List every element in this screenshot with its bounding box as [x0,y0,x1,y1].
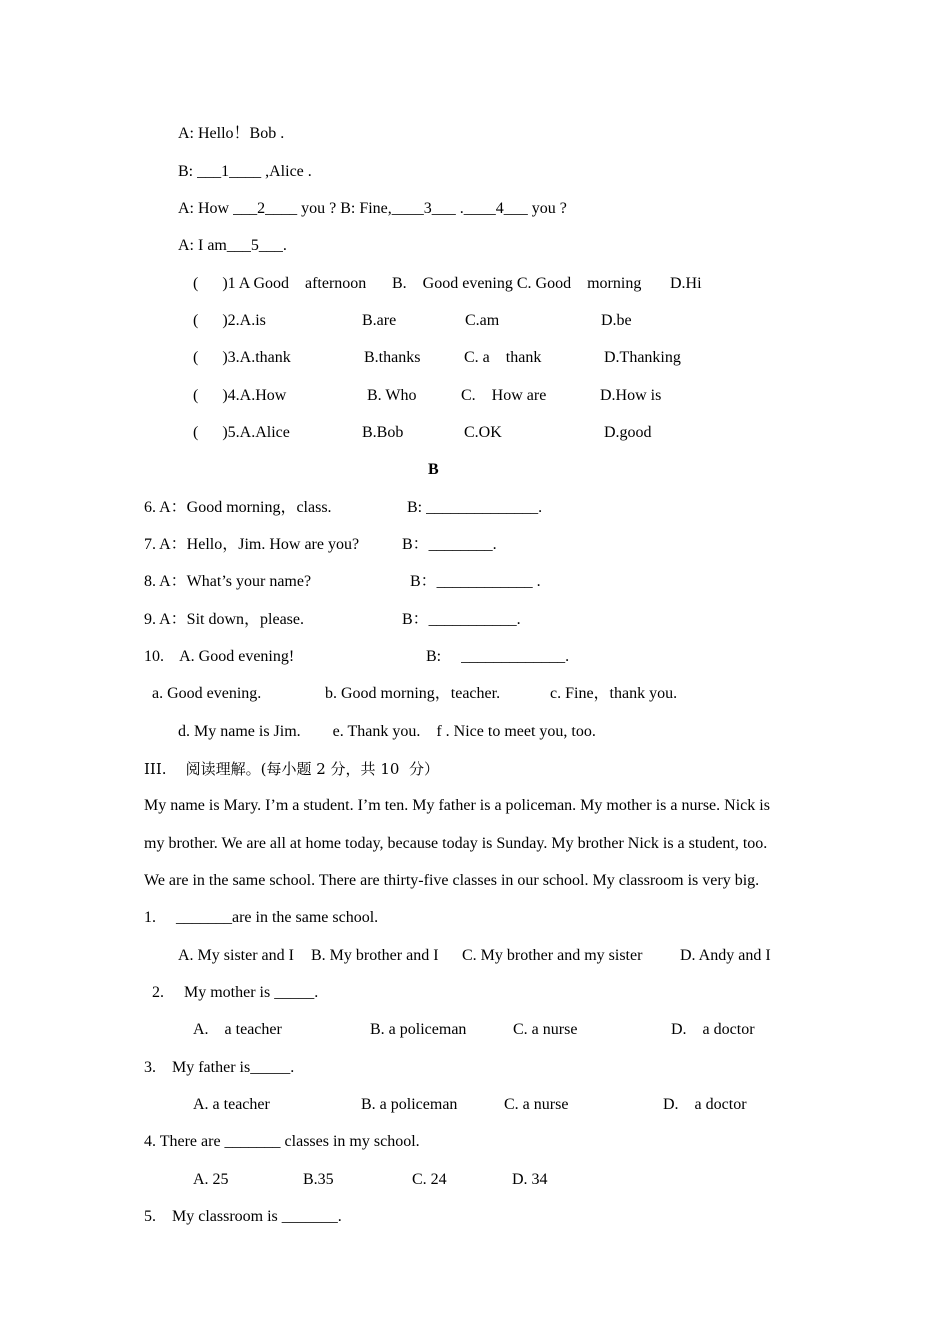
choice-1-d: D.Hi [670,275,702,292]
r3-option-a: A. a teacher [193,1096,270,1113]
choice-4-c: C. How are [461,387,547,404]
choice-3-c: C. a thank [464,349,542,366]
reading-question-3: 3. My father is_____. [144,1059,295,1076]
choice-3-d: D.Thanking [604,349,681,366]
choice-2-b: B.are [362,312,397,329]
reading-question-4: 4. There are _______ classes in my school. [144,1133,420,1150]
r3-option-d: D. a doctor [663,1096,747,1113]
r4-option-a: A. 25 [193,1171,229,1188]
answer-7: B：________. [402,536,497,553]
r4-option-b: B.35 [303,1171,334,1188]
question-9: 9. A：Sit down，please. [144,611,304,628]
choice-2-stem: ( )2.A.is [193,312,266,329]
reading-question-5: 5. My classroom is _______. [144,1208,342,1225]
passage-line-1: My name is Mary. I’m a student. I’m ten. My father is a policeman. My mother is a nurse. Nick is [144,797,770,814]
choice-5-stem: ( )5.A.Alice [193,424,290,441]
choice-5-c: C.OK [464,424,502,441]
choice-5-b: B.Bob [362,424,404,441]
r3-option-c: C. a nurse [504,1096,569,1113]
section-b-heading: B [428,461,439,478]
r2-option-d: D. a doctor [671,1021,755,1038]
choice-4-d: D.How is [600,387,662,404]
r4-option-d: D. 34 [512,1171,548,1188]
r1-option-c: C. My brother and my sister [462,947,643,964]
option-b: b. Good morning，teacher. [325,685,501,702]
choice-2-c: C.am [465,312,500,329]
r3-option-b: B. a policeman [361,1096,458,1113]
r1-option-a: A. My sister and I [178,947,294,964]
answer-6: B: ______________. [407,499,543,516]
answer-8: B：____________ . [410,573,541,590]
r2-option-c: C. a nurse [513,1021,578,1038]
option-a: a. Good evening. [152,685,262,702]
choice-2-d: D.be [601,312,632,329]
choice-5-d: D.good [604,424,652,441]
reading-question-1: 1. _______are in the same school. [144,909,379,926]
passage-line-3: We are in the same school. There are thirty-five classes in our school. My classroom is very big. [144,872,760,889]
dialogue-line-3: A: How ___2____ you ? B: Fine,____3___ .____4___ you ? [178,200,567,217]
answer-options-row-2: d. My name is Jim. e. Thank you. f . Nice to meet you, too. [178,723,596,740]
choice-4-b: B. Who [367,387,417,404]
reading-question-2: 2. My mother is _____. [152,984,319,1001]
question-6: 6. A：Good morning，class. [144,499,332,516]
choice-3-stem: ( )3.A.thank [193,349,291,366]
answer-9: B：___________. [402,611,521,628]
dialogue-line-4: A: I am___5___. [178,237,287,254]
r2-option-a: A. a teacher [193,1021,282,1038]
option-c: c. Fine，thank you. [550,685,678,702]
choice-3-b: B.thanks [364,349,421,366]
question-7: 7. A：Hello，Jim. How are you? [144,536,360,553]
question-10: 10. A. Good evening! [144,648,295,665]
r4-option-c: C. 24 [412,1171,447,1188]
answer-10: B: _____________. [426,648,570,665]
r2-option-b: B. a policeman [370,1021,467,1038]
choice-4-stem: ( )4.A.How [193,387,287,404]
passage-line-2: my brother. We are all at home today, because today is Sunday. My brother Nick is a student, too. [144,835,768,852]
r1-option-b: B. My brother and I [311,947,439,964]
reading-heading: III. 阅读理解。(每小题 2 分，共 10 分） [144,760,439,778]
dialogue-line-1: A: Hello！Bob . [178,125,285,142]
question-8: 8. A：What’s your name? [144,573,312,590]
choice-1-stem: ( )1 A Good afternoon [193,275,367,292]
dialogue-line-2: B: ___1____ ,Alice . [178,163,312,180]
r1-option-d: D. Andy and I [680,947,771,964]
choice-1-b: B. Good evening C. Good morning [392,275,642,292]
